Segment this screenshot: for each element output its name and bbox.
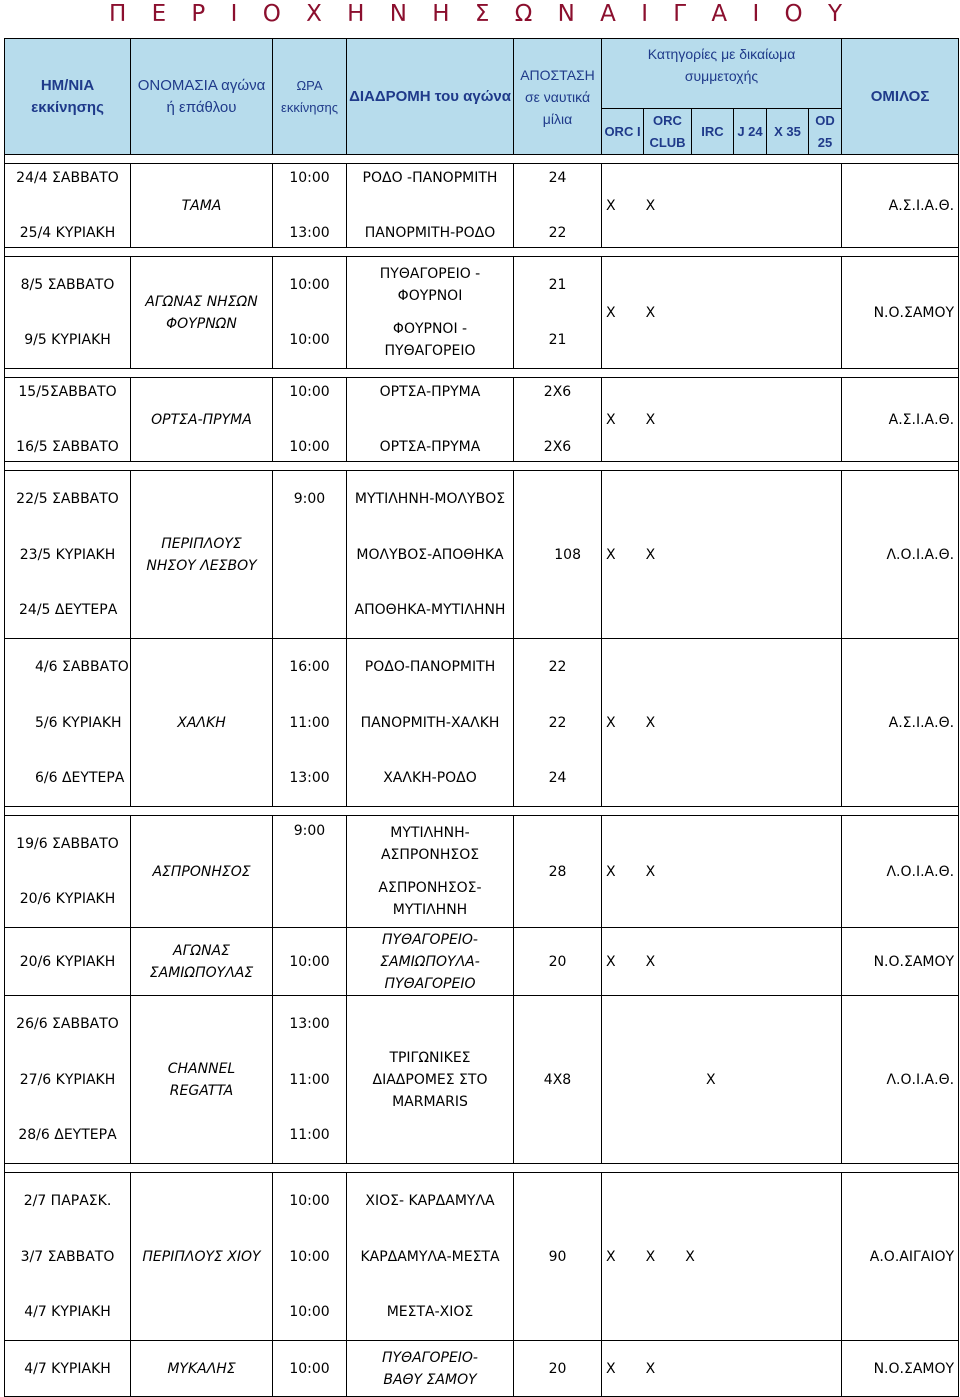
race-row <box>5 1173 959 1229</box>
race-time-empty <box>273 527 347 639</box>
category-mark: X <box>645 304 656 321</box>
separator <box>5 369 959 378</box>
category-mark: X <box>645 411 656 428</box>
race-categories <box>602 257 842 369</box>
category-mark: X <box>706 1071 716 1088</box>
race-name: ΑΣΠΡΟΝΗΣΟΣ <box>131 816 273 928</box>
race-row <box>5 996 959 1052</box>
race-time: 10:00 <box>273 1229 347 1285</box>
race-date: 26/6 ΣΑΒΒΑΤΟ <box>5 996 131 1052</box>
race-club: Ν.Ο.ΣΑΜΟΥ <box>842 928 959 996</box>
race-route: ΠΥΘΑΓΟΡΕΙΟ - ΦΟΥΡΝΟΙ <box>347 257 514 313</box>
separator <box>5 248 959 257</box>
header-j24: J 24 <box>734 109 767 155</box>
race-route: ΦΟΥΡΝΟΙ - ΠΥΘΑΓΟΡΕΙΟ <box>347 313 514 369</box>
header-od25: OD 25 <box>809 109 842 155</box>
category-mark: X <box>606 411 616 428</box>
header-row-1 <box>5 39 959 109</box>
race-time: 11:00 <box>273 1108 347 1164</box>
race-name: ΠΕΡΙΠΛΟΥΣ ΧΙΟΥ <box>131 1173 273 1341</box>
race-name: ΜΥΚΑΛΗΣ <box>131 1341 273 1397</box>
race-club: Α.Σ.Ι.Α.Θ. <box>842 639 959 807</box>
race-route: ΠΥΘΑΓΟΡΕΙΟ- ΣΑΜΙΩΠΟΥΛΑ- ΠΥΘΑΓΟΡΕΙΟ <box>347 928 514 996</box>
category-mark: X <box>606 953 616 970</box>
race-time: 11:00 <box>273 1052 347 1108</box>
race-distance: 21 <box>514 313 602 369</box>
race-time: 10:00 <box>273 164 347 192</box>
race-time: 10:00 <box>273 1341 347 1397</box>
header-route: ΔΙΑΔΡΟΜΗ του αγώνα <box>347 39 514 155</box>
race-categories <box>602 471 842 639</box>
header-distance: ΑΠΟΣΤΑΣΗ σε ναυτικά μίλια <box>514 39 602 155</box>
race-date: 20/6 ΚΥΡΙΑΚΗ <box>5 872 131 928</box>
race-club: Α.Ο.ΑΙΓΑΙΟΥ <box>842 1173 959 1341</box>
race-date: 8/5 ΣΑΒΒΑΤΟ <box>5 257 131 313</box>
race-route: ΟΡΤΣΑ-ΠΡΥΜΑ <box>347 434 514 462</box>
race-time: 11:00 <box>273 695 347 751</box>
race-date: 16/5 ΣΑΒΒΑΤΟ <box>5 434 131 462</box>
category-mark: X <box>645 953 656 970</box>
category-mark: X <box>645 714 656 731</box>
race-categories <box>602 164 842 248</box>
race-time: 9:00 <box>273 471 347 527</box>
race-date: 20/6 ΚΥΡΙΑΚΗ <box>5 928 131 996</box>
race-route: ΜΥΤΙΛΗΝΗ-ΜΟΛΥΒΟΣ <box>347 471 514 527</box>
race-distance: 24 <box>514 164 602 192</box>
race-time: 10:00 <box>273 378 347 406</box>
category-mark: X <box>645 863 656 880</box>
category-mark: X <box>606 1360 616 1377</box>
header-orc-i: ORC I <box>602 109 644 155</box>
race-club: Ν.Ο.ΣΑΜΟΥ <box>842 257 959 369</box>
race-time: 13:00 <box>273 996 347 1052</box>
race-route: ΠΑΝΟΡΜΙΤΗ-ΧΑΛΚΗ <box>347 695 514 751</box>
race-date: 2/7 ΠΑΡΑΣΚ. <box>5 1173 131 1229</box>
race-date: 19/6 ΣΑΒΒΑΤΟ <box>5 816 131 872</box>
race-date: 28/6 ΔΕΥΤΕΡΑ <box>5 1108 131 1164</box>
header-date: ΗΜ/ΝΙΑ εκκίνησης <box>5 39 131 155</box>
race-date: 22/5 ΣΑΒΒΑΤΟ <box>5 471 131 527</box>
race-name: ΤΑΜΑ <box>131 164 273 248</box>
race-route: ΜΥΤΙΛΗΝΗ- ΑΣΠΡΟΝΗΣΟΣ <box>347 816 514 872</box>
race-date: 5/6 ΚΥΡΙΑΚΗ <box>5 695 131 751</box>
category-mark: X <box>606 546 616 563</box>
race-distance: 2Χ6 <box>514 378 602 406</box>
race-row <box>5 257 959 313</box>
race-distance: 2Χ6 <box>514 434 602 462</box>
category-mark: X <box>606 197 616 214</box>
race-time: 13:00 <box>273 220 347 248</box>
race-time: 16:00 <box>273 639 347 695</box>
race-club: Λ.Ο.Ι.Α.Θ. <box>842 996 959 1164</box>
race-club: Ν.Ο.ΣΑΜΟΥ <box>842 1341 959 1397</box>
race-distance: 22 <box>514 695 602 751</box>
race-distance: 22 <box>514 639 602 695</box>
race-name: ΑΓΩΝΑΣ ΝΗΣΩΝ ΦΟΥΡΝΩΝ <box>131 257 273 369</box>
race-row <box>5 1341 959 1397</box>
race-distance: 24 <box>514 751 602 807</box>
race-categories <box>602 816 842 928</box>
category-mark: X <box>606 1248 616 1265</box>
race-categories <box>602 639 842 807</box>
race-route: ΤΡΙΓΩΝΙΚΕΣ ΔΙΑΔΡΟΜΕΣ ΣΤΟ MARMARIS <box>347 996 514 1164</box>
category-mark: X <box>606 304 616 321</box>
header-orc-club: ORC CLUB <box>644 109 692 155</box>
race-club: Λ.Ο.Ι.Α.Θ. <box>842 471 959 639</box>
race-route: ΑΠΟΘΗΚΑ-ΜΥΤΙΛΗΝΗ <box>347 583 514 639</box>
race-distance: 90 <box>514 1173 602 1341</box>
race-time-empty <box>273 872 347 928</box>
header-time: ΩΡΑ εκκίνησης <box>273 39 347 155</box>
race-route: ΧΙΟΣ- ΚΑΡΔΑΜΥΛΑ <box>347 1173 514 1229</box>
header-club: ΟΜΙΛΟΣ <box>842 39 959 155</box>
race-time: 13:00 <box>273 751 347 807</box>
race-club: Λ.Ο.Ι.Α.Θ. <box>842 816 959 928</box>
race-route: ΠΥΘΑΓΟΡΕΙΟ- ΒΑΘΥ ΣΑΜΟΥ <box>347 1341 514 1397</box>
page-title: Π Ε Ρ Ι Ο Χ Η Ν Η Σ Ω Ν Α Ι Γ Α Ι Ο Υ <box>108 1 852 27</box>
race-time: 10:00 <box>273 1173 347 1229</box>
race-row <box>5 639 959 695</box>
category-mark: X <box>645 1248 656 1265</box>
race-date: 4/7 ΚΥΡΙΑΚΗ <box>5 1341 131 1397</box>
category-mark: X <box>685 1248 695 1265</box>
race-distance: 4Χ8 <box>514 996 602 1164</box>
race-route: ΡΟΔΟ-ΠΑΝΟΡΜΙΤΗ <box>347 639 514 695</box>
race-time: 9:00 <box>273 816 347 872</box>
race-date: 4/6 ΣΑΒΒΑΤΟ <box>5 639 131 695</box>
race-row <box>5 378 959 406</box>
separator <box>5 155 959 164</box>
race-categories <box>602 996 842 1164</box>
race-date: 24/4 ΣΑΒΒΑΤΟ <box>5 164 131 192</box>
header-categories: Κατηγορίες με δικαίωμα συμμετοχής <box>602 39 842 109</box>
header-irc: IRC <box>692 109 734 155</box>
race-distance: 20 <box>514 928 602 996</box>
race-route: ΡΟΔΟ -ΠΑΝΟΡΜΙΤΗ <box>347 164 514 192</box>
header-x35: X 35 <box>767 109 809 155</box>
header-name: ΟΝΟΜΑΣΙΑ αγώνα ή επάθλου <box>131 39 273 155</box>
race-distance: 28 <box>514 816 602 928</box>
race-name: CHANNEL REGATTA <box>131 996 273 1164</box>
race-categories <box>602 928 842 996</box>
race-route: ΜΟΛΥΒΟΣ-ΑΠΟΘΗΚΑ <box>347 527 514 583</box>
race-date: 4/7 ΚΥΡΙΑΚΗ <box>5 1285 131 1341</box>
race-row <box>5 816 959 872</box>
race-categories <box>602 378 842 462</box>
race-time: 10:00 <box>273 257 347 313</box>
category-mark: X <box>645 1360 656 1377</box>
race-route: ΑΣΠΡΟΝΗΣΟΣ- ΜΥΤΙΛΗΝΗ <box>347 872 514 928</box>
race-route: ΠΑΝΟΡΜΙΤΗ-ΡΟΔΟ <box>347 220 514 248</box>
race-route: ΟΡΤΣΑ-ΠΡΥΜΑ <box>347 378 514 406</box>
race-name: ΟΡΤΣΑ-ΠΡΥΜΑ <box>131 378 273 462</box>
separator <box>5 462 959 471</box>
race-distance: 21 <box>514 257 602 313</box>
race-route: ΜΕΣΤΑ-ΧΙΟΣ <box>347 1285 514 1341</box>
category-mark: X <box>645 546 656 563</box>
race-club: Α.Σ.Ι.Α.Θ. <box>842 378 959 462</box>
separator <box>5 807 959 816</box>
race-route: ΧΑΛΚΗ-ΡΟΔΟ <box>347 751 514 807</box>
race-time: 10:00 <box>273 434 347 462</box>
race-name: ΠΕΡΙΠΛΟΥΣ ΝΗΣΟΥ ΛΕΣΒΟΥ <box>131 471 273 639</box>
race-row <box>5 928 959 996</box>
race-club: Α.Σ.Ι.Α.Θ. <box>842 164 959 248</box>
category-mark: X <box>606 714 616 731</box>
race-date: 23/5 ΚΥΡΙΑΚΗ <box>5 527 131 583</box>
race-row <box>5 471 959 527</box>
race-name: ΑΓΩΝΑΣ ΣΑΜΙΩΠΟΥΛΑΣ <box>131 928 273 996</box>
race-time: 10:00 <box>273 928 347 996</box>
race-date: 27/6 ΚΥΡΙΑΚΗ <box>5 1052 131 1108</box>
race-distance: 108 <box>514 471 602 639</box>
separator <box>5 1164 959 1173</box>
race-categories <box>602 1173 842 1341</box>
race-row <box>5 164 959 192</box>
race-schedule-table <box>4 38 959 1397</box>
race-date: 3/7 ΣΑΒΒΑΤΟ <box>5 1229 131 1285</box>
race-time: 10:00 <box>273 1285 347 1341</box>
race-time: 10:00 <box>273 313 347 369</box>
race-route: ΚΑΡΔΑΜΥΛΑ-ΜΕΣΤΑ <box>347 1229 514 1285</box>
race-date: 9/5 ΚΥΡΙΑΚΗ <box>5 313 131 369</box>
race-date: 6/6 ΔΕΥΤΕΡΑ <box>5 751 131 807</box>
race-distance: 22 <box>514 220 602 248</box>
race-categories <box>602 1341 842 1397</box>
race-date: 25/4 ΚΥΡΙΑΚΗ <box>5 220 131 248</box>
race-date: 15/5ΣΑΒΒΑΤΟ <box>5 378 131 406</box>
race-name: ΧΑΛΚΗ <box>131 639 273 807</box>
category-mark: X <box>645 197 656 214</box>
category-mark: X <box>606 863 616 880</box>
race-date: 24/5 ΔΕΥΤΕΡΑ <box>5 583 131 639</box>
race-distance: 20 <box>514 1341 602 1397</box>
